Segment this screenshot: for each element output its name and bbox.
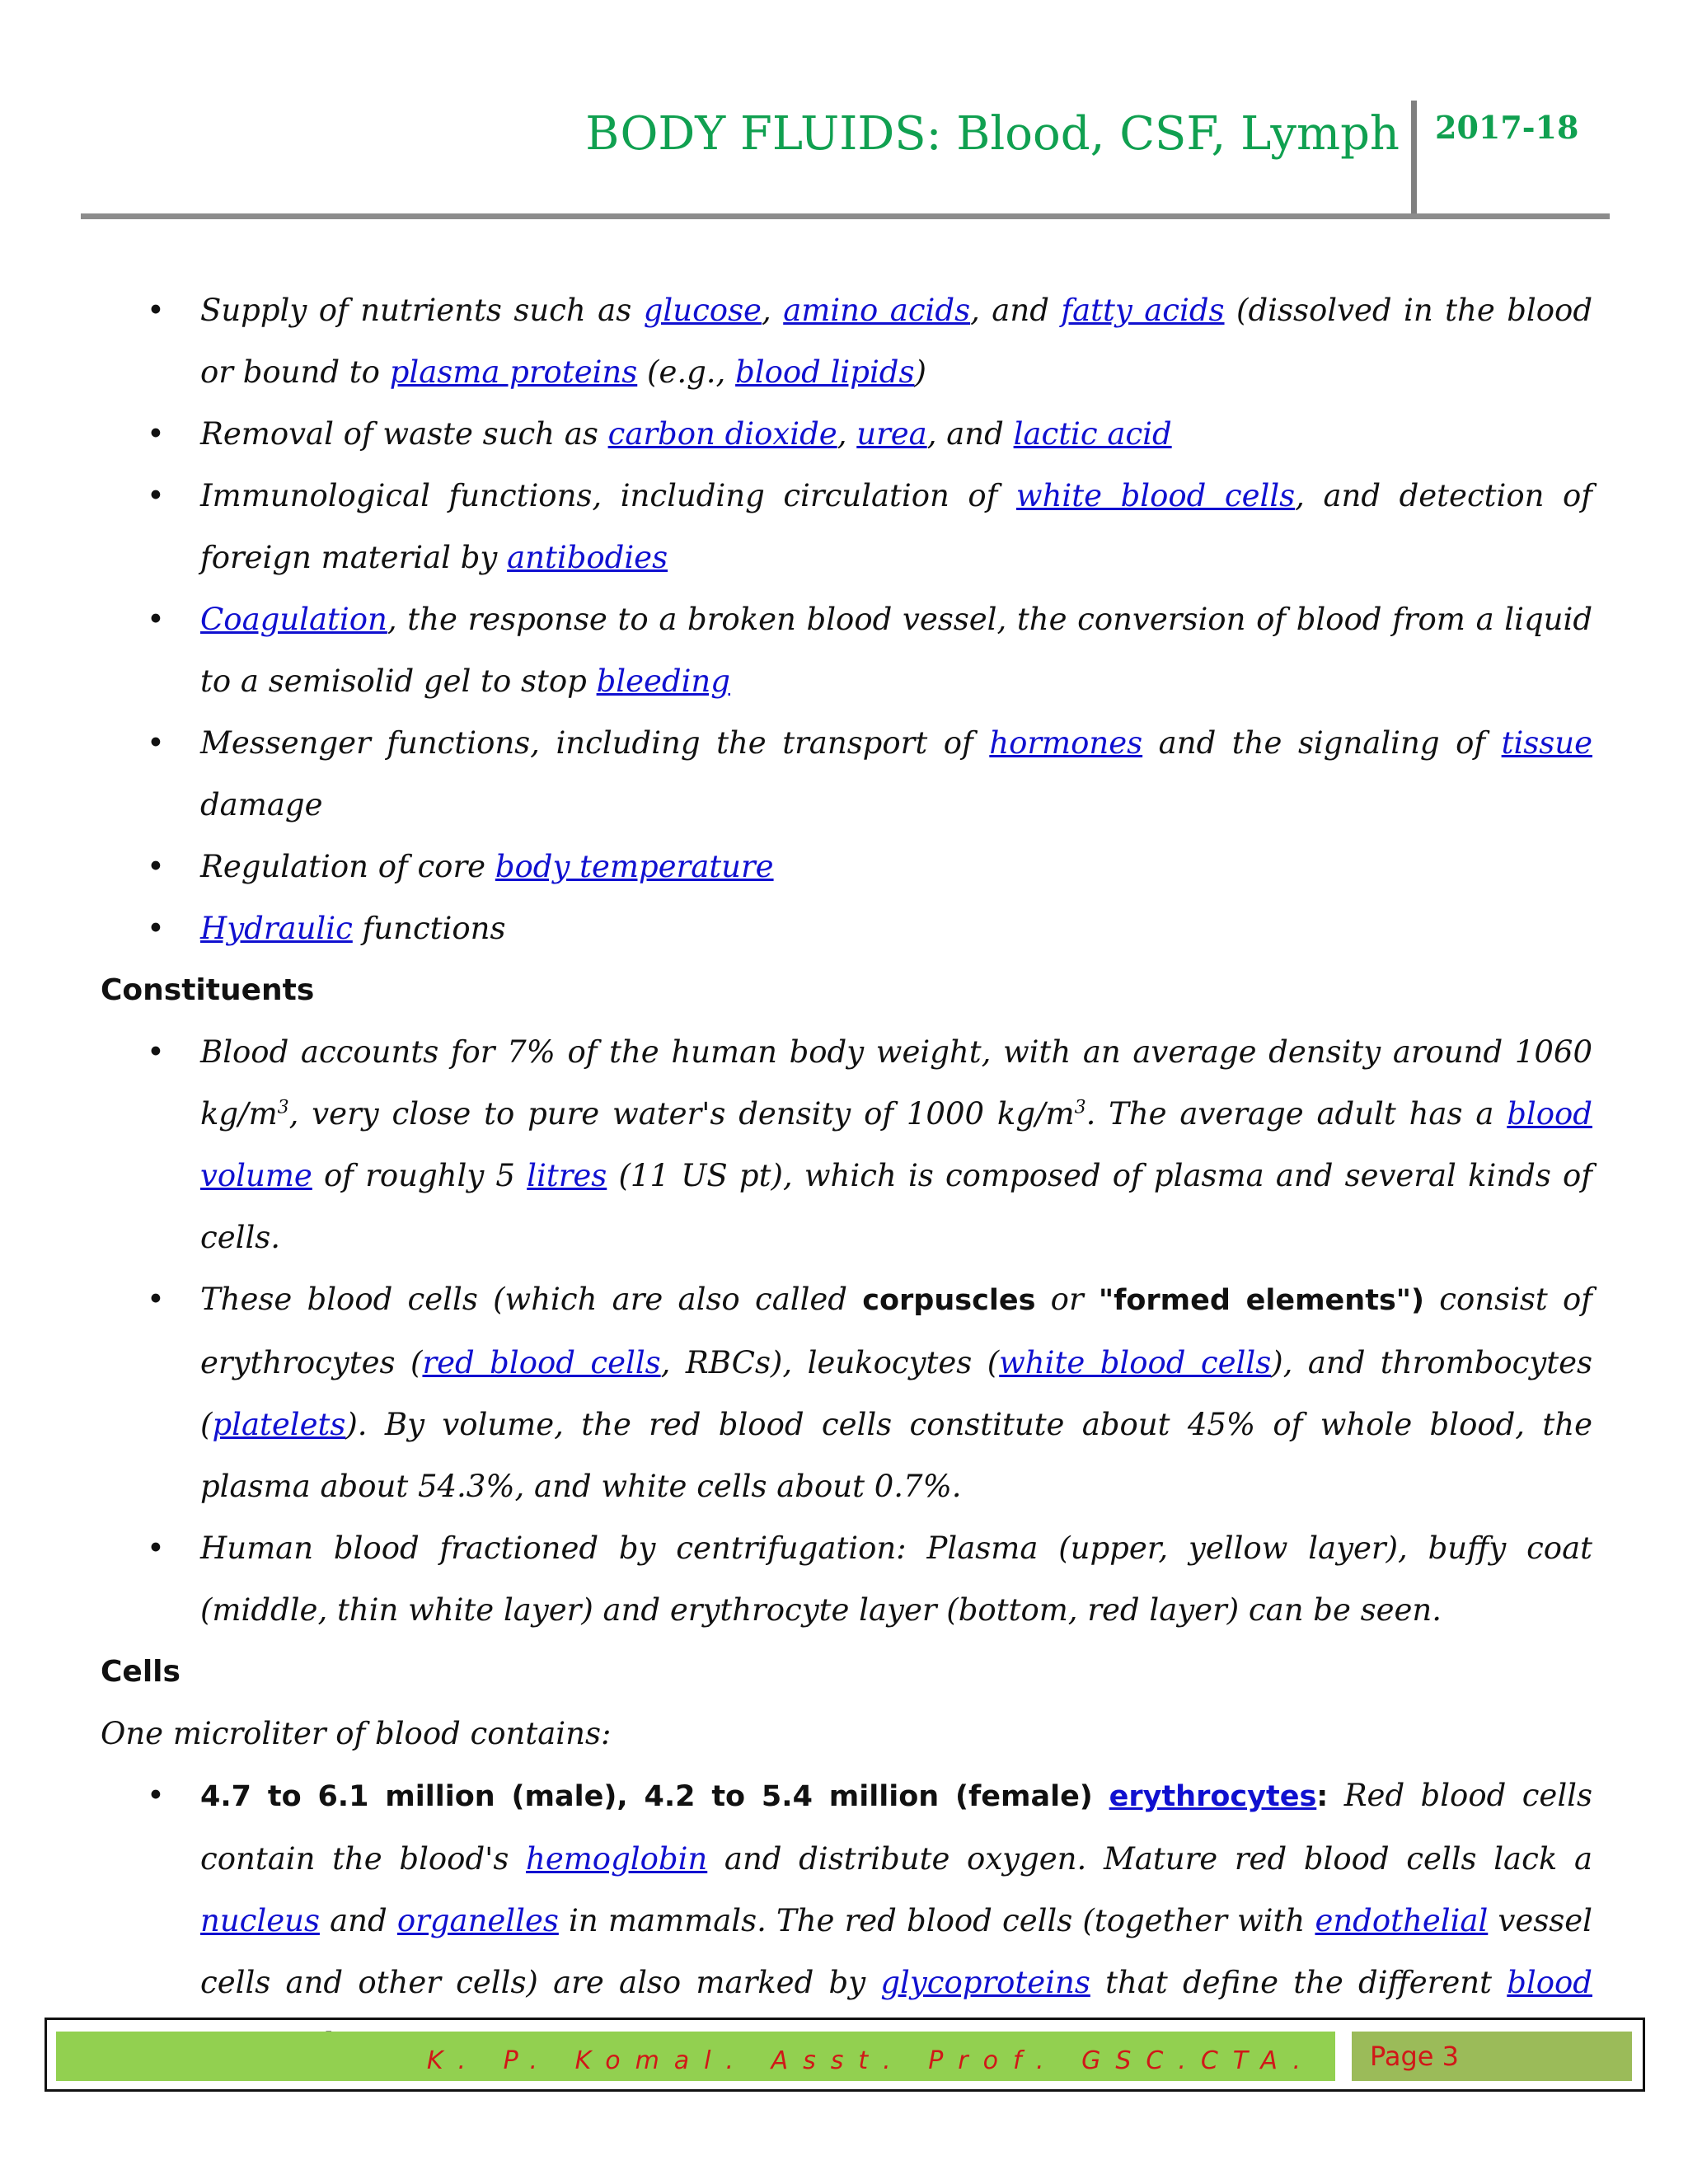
header-year: 2017-18 xyxy=(1435,109,1579,146)
text: ) xyxy=(914,354,926,390)
heading-constituents: Constituents xyxy=(101,973,315,1007)
list-item xyxy=(101,898,1592,959)
text: and the signaling of xyxy=(1142,725,1502,761)
link-blood-lipids[interactable]: blood lipids xyxy=(735,354,915,390)
link-red-blood-cells[interactable]: red blood cells xyxy=(422,1345,661,1380)
constituents-list xyxy=(101,1021,1592,1641)
bold-text: corpuscles xyxy=(862,1284,1036,1317)
text: , xyxy=(837,416,857,452)
link-litres[interactable]: litres xyxy=(527,1158,607,1193)
link-hemoglobin[interactable]: hemoglobin xyxy=(526,1841,708,1877)
link-bleeding[interactable]: bleeding xyxy=(596,663,730,699)
page-content xyxy=(101,279,1592,2075)
header-divider xyxy=(1411,101,1417,216)
text: , the response to a broken blood vessel, the conversion of blood from a liquid to a semisolid gel to stop xyxy=(200,602,1592,699)
text: and xyxy=(319,1903,397,1938)
text: in mammals. The red blood cells (together with xyxy=(558,1903,1315,1938)
text: Blood accounts for 7% of the human body weight, with an average density around 1060 kg/m xyxy=(200,1034,1592,1132)
text: , and detection of foreign material by xyxy=(200,478,1592,575)
link-platelets[interactable]: platelets xyxy=(212,1407,346,1442)
text: (dissolved in the blood or bound to xyxy=(200,293,1593,390)
text: (e.g., xyxy=(637,354,736,390)
list-item xyxy=(101,836,1592,898)
link-blood-volume[interactable]: blood volume xyxy=(200,1096,1592,1193)
text: , and xyxy=(970,293,1062,328)
bold-text: "formed elements") xyxy=(1098,1284,1425,1317)
link-glycoproteins[interactable]: glycoproteins xyxy=(880,1965,1090,2000)
link-white-blood-cells[interactable]: white blood cells xyxy=(1015,478,1296,513)
text: , very close to pure water's density of 1000 kg/m xyxy=(288,1096,1075,1132)
link-glucose[interactable]: glucose xyxy=(643,293,762,328)
text: Human blood fractioned by centrifugation: Plasma (upper, yellow layer), buffy coat (middle, thin white layer) and erythrocyte layer (bottom, red layer) can be seen. xyxy=(200,1530,1592,1628)
text: consist of erythrocytes ( xyxy=(200,1282,1593,1380)
text: These blood cells (which are also called xyxy=(200,1282,863,1317)
link-hydraulic[interactable]: Hydraulic xyxy=(200,911,353,946)
link-amino-acids[interactable]: amino acids xyxy=(783,293,971,328)
link-erythrocytes[interactable] xyxy=(1109,1778,1317,1813)
list-item xyxy=(101,1268,1592,1517)
list-item xyxy=(101,465,1592,588)
footer-page-number: Page 3 xyxy=(1370,2041,1459,2072)
text: Red blood cells contain the blood's xyxy=(200,1778,1592,1877)
superscript: 3 xyxy=(1074,1097,1086,1118)
text: , xyxy=(761,293,784,328)
cells-intro: One microliter of blood contains: xyxy=(101,1716,612,1751)
footer-credit: K. P. Komal. Asst. Prof. GSC.CTA. xyxy=(426,2046,1315,2075)
link-hormones[interactable]: hormones xyxy=(989,725,1143,761)
bold-text: : xyxy=(1316,1780,1329,1813)
link-organelles[interactable]: organelles xyxy=(396,1903,559,1938)
text: Messenger functions, including the transport of xyxy=(200,725,990,761)
link-body-temperature[interactable]: body temperature xyxy=(495,849,774,884)
text: ), and thrombocytes ( xyxy=(200,1345,1592,1442)
text: Regulation of core xyxy=(200,849,495,884)
text: (11 US pt), which is composed of plasma and several kinds of cells. xyxy=(200,1158,1592,1255)
header-title: BODY FLUIDS: Blood, CSF, Lymph xyxy=(585,107,1400,161)
link-tissue[interactable]: tissue xyxy=(1501,725,1592,761)
text: , RBCs), leukocytes ( xyxy=(660,1345,1000,1380)
link-carbon-dioxide[interactable]: carbon dioxide xyxy=(607,416,837,452)
text: functions xyxy=(352,911,506,946)
link-white-blood-cells[interactable]: white blood cells xyxy=(999,1345,1272,1380)
bold-text: 4.7 to 6.1 million (male), 4.2 to 5.4 million (female) xyxy=(200,1780,1109,1813)
heading-cells: Cells xyxy=(101,1655,181,1689)
text: of roughly 5 xyxy=(312,1158,528,1193)
link-blood-types[interactable]: blood xyxy=(1507,1965,1592,2000)
text: Removal of waste such as xyxy=(200,416,608,452)
link-coagulation[interactable]: Coagulation xyxy=(200,602,387,637)
link-nucleus[interactable]: nucleus xyxy=(200,1903,320,1938)
link-endothelial[interactable]: endothelial xyxy=(1315,1903,1489,1938)
header-rule xyxy=(81,213,1610,219)
text: Supply of nutrients such as xyxy=(200,293,644,328)
bold-link-text: erythrocytes xyxy=(1109,1780,1317,1813)
link-antibodies[interactable]: antibodies xyxy=(507,540,668,575)
list-item xyxy=(101,588,1592,712)
text: Immunological functions, including circulation of xyxy=(200,478,1016,513)
text: that define the different xyxy=(1090,1965,1507,2000)
link-fatty-acids[interactable]: fatty acids xyxy=(1061,293,1225,328)
text: vessel cells and other cells) are also marked by xyxy=(200,1903,1592,2000)
list-item xyxy=(101,1021,1592,1268)
link-plasma-proteins[interactable]: plasma proteins xyxy=(389,354,638,390)
text: damage xyxy=(200,787,323,823)
list-item xyxy=(101,1517,1592,1641)
functions-list xyxy=(101,279,1592,959)
link-urea[interactable]: urea xyxy=(856,416,927,452)
text: ). By volume, the red blood cells constitute about 45% of whole blood, the plasma about 54.3%, and white cells about 0.7%. xyxy=(200,1407,1592,1504)
superscript: 3 xyxy=(277,1097,289,1118)
list-item xyxy=(101,403,1592,465)
text: , and xyxy=(926,416,1014,452)
list-item xyxy=(101,712,1592,836)
text: or xyxy=(1035,1282,1099,1317)
list-item xyxy=(101,279,1592,403)
text: and distribute oxygen. Mature red blood cells lack a xyxy=(707,1841,1593,1877)
link-lactic-acid[interactable]: lactic acid xyxy=(1013,416,1172,452)
text: . The average adult has a xyxy=(1085,1096,1507,1132)
